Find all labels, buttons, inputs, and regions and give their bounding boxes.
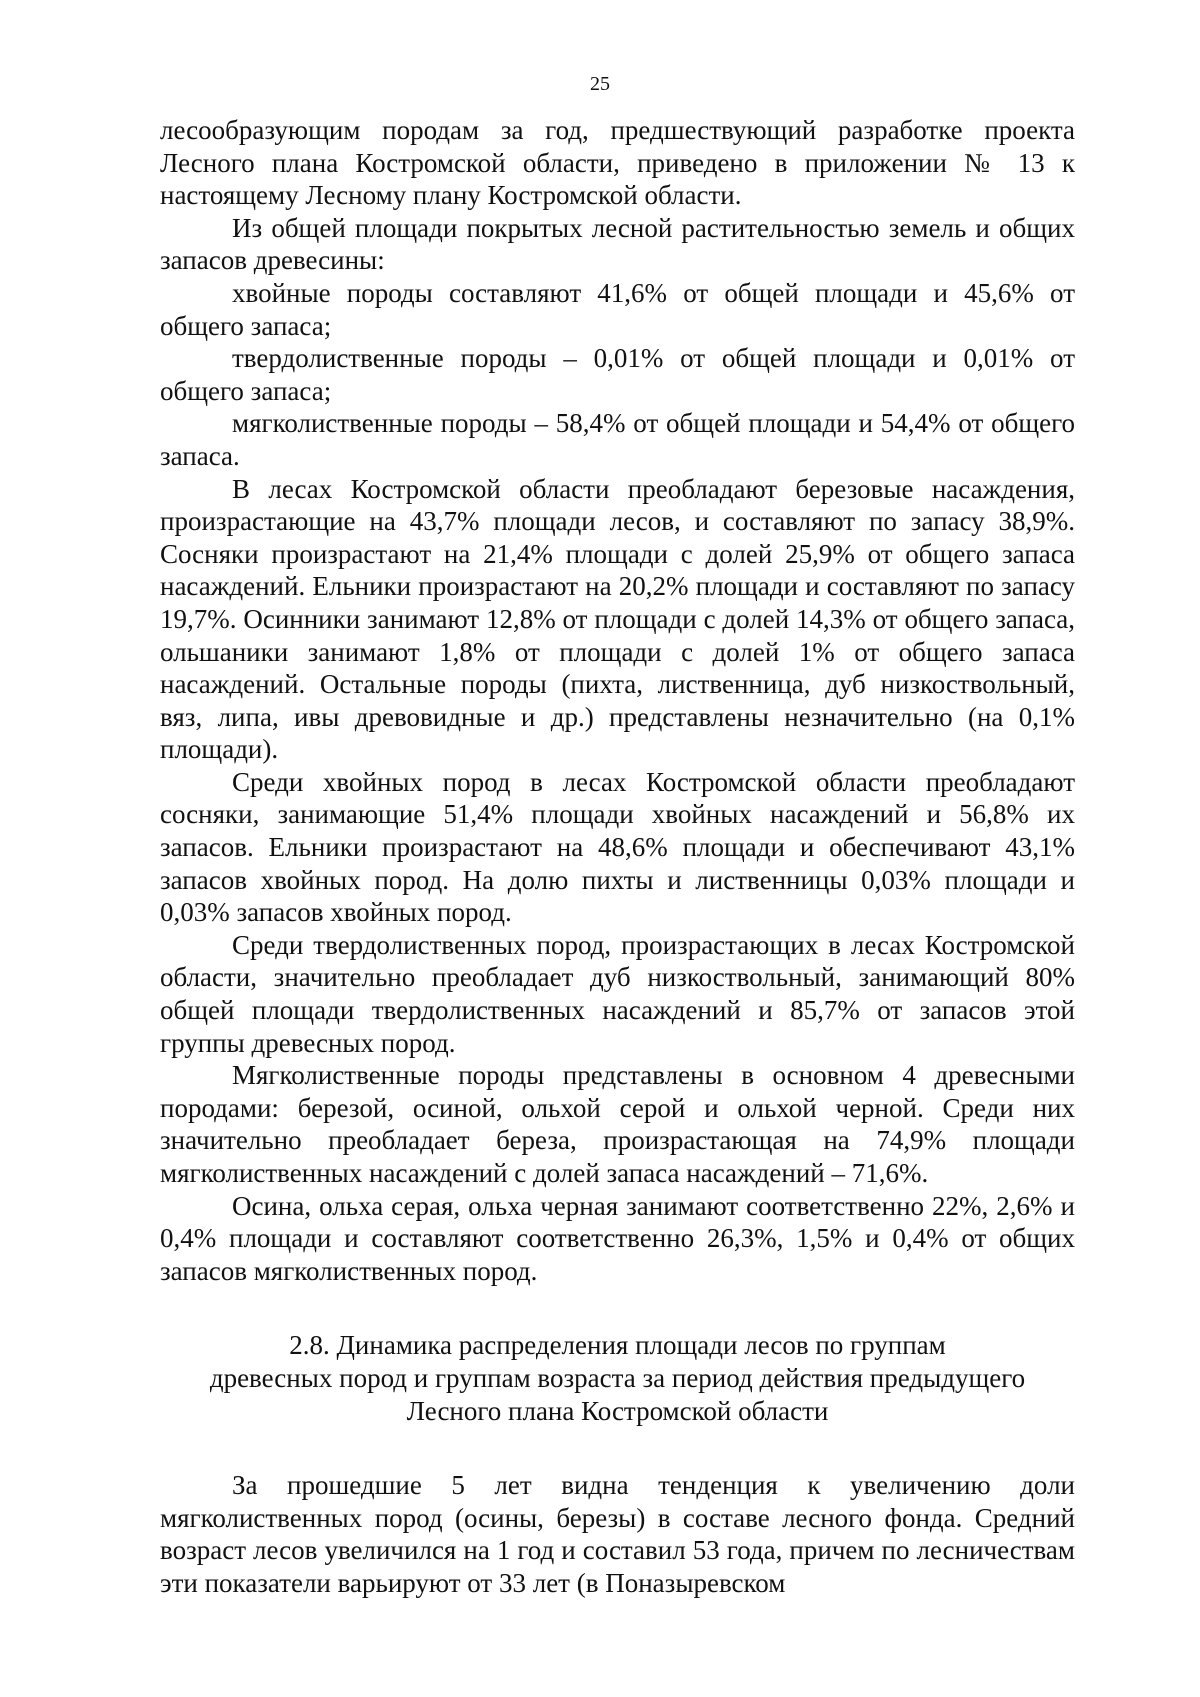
- paragraph-coniferous-share: хвойные породы составляют 41,6% от общей площади и 45,6% от общего запаса;: [160, 277, 1075, 341]
- section-heading: [160, 1287, 1075, 1469]
- paragraph-aspen-alder: Осина, ольха серая, ольха черная занимают соответственно 22%, 2,6% и 0,4% площади и составляют соответственно 26,3%, 1,5% и 0,4% от общих запасов мягколиственных пород.: [160, 1190, 1075, 1286]
- section-heading-line-2: древесных пород и группам возраста за период действия предыдущего: [209, 1362, 1026, 1393]
- document-body: [160, 114, 1075, 1600]
- paragraph-birch-dominance: В лесах Костромской области преобладают березовые насаждения, произрастающие на 43,7% площади лесов, и составляют по запасу 38,9%. Сосняки произрастают на 21,4% площади с долей 25,9% от общего запаса насаждений. Ельники произрастают на 20,2% площади и составляют по запасу 19,7%. Осинники занимают 12,8% от площади с долей 14,3% от общего запаса, ольшаники занимают 1,8% от площади с долей 1% от общего запаса насаждений. Остальные породы (пихта, лиственница, дуб низкоствольный, вяз, липа, ивы древовидные и др.) представлены незначительно (на 0,1% площади).: [160, 473, 1075, 765]
- paragraph-hardwood-breakdown: Среди твердолиственных пород, произрастающих в лесах Костромской области, значительно преобладает дуб низкоствольный, занимающий 80% общей площади твердолиственных насаждений и 85,7% от запасов этой группы древесных пород.: [160, 929, 1075, 1058]
- page-number: 25: [590, 73, 610, 95]
- paragraph-softwood-breakdown: Мягколиственные породы представлены в основном 4 древесными породами: березой, осиной, ольхой серой и ольхой черной. Среди них значительно преобладает береза, произрастающая на 74,9% площади мягколиственных насаждений с долей запаса насаждений – 71,6%.: [160, 1060, 1075, 1188]
- paragraph-softwood-share: мягколиственные породы – 58,4% от общей площади и 54,4% от общего запаса.: [160, 408, 1075, 471]
- paragraph-five-year-trend: За прошедшие 5 лет видна тенденция к увеличению доли мягколиственных пород (осины, березы) в составе лесного фонда. Средний возраст лесов увеличился на 1 год и составил 53 года, причем по лесничествам эти показатели варьируют от 33 лет (в Поназыревском: [160, 1470, 1075, 1598]
- paragraph-continuation: лесообразующим породам за год, предшествующий разработке проекта Лесного плана Костромской области, приведено в приложении № 13 к настоящему Лесному плану Костромской области.: [160, 115, 1075, 211]
- paragraph-forest-area-intro: Из общей площади покрытых лесной растительностью земель и общих запасов древесины:: [160, 212, 1075, 276]
- section-heading-line-3: Лесного плана Костромской области: [406, 1395, 829, 1426]
- paragraph-hardwood-share: твердолиственные породы – 0,01% от общей площади и 0,01% от общего запаса;: [160, 343, 1075, 406]
- paragraph-coniferous-breakdown: Среди хвойных пород в лесах Костромской области преобладают сосняки, занимающие 51,4% площади хвойных насаждений и 56,8% их запасов. Ельники произрастают на 48,6% площади и обеспечивают 43,1% запасов хвойных пород. На долю пихты и лиственницы 0,03% площади и 0,03% запасов хвойных пород.: [160, 766, 1075, 928]
- section-heading-line-1: 2.8. Динамика распределения площади лесов по группам: [289, 1330, 946, 1361]
